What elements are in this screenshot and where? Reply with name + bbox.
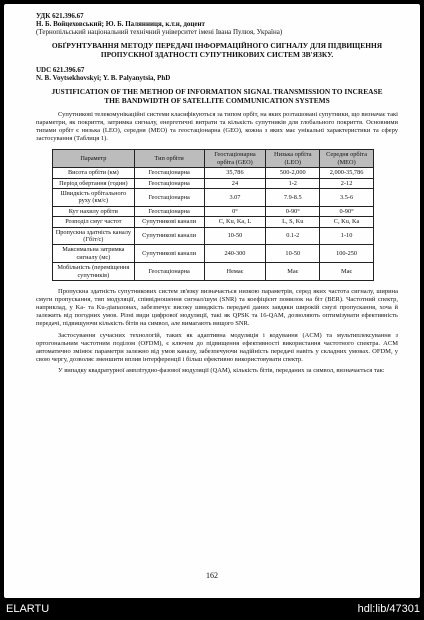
table-header-cell: Параметр: [53, 150, 135, 168]
table-cell: Має: [320, 263, 374, 281]
table-cell: Період обертання (годин): [53, 178, 135, 188]
table-cell: L, S, Ku: [266, 217, 320, 227]
authors-ua: Н. Б. Войцеховський; Ю. Б. Палянниця, к.т.н, доцент: [36, 20, 205, 28]
table-header-cell: Низька орбіта (LEO): [266, 150, 320, 168]
table-cell: Геостаціонарна: [134, 263, 204, 281]
table-row: [53, 206, 374, 216]
table-cell: Має: [266, 263, 320, 281]
document-page: [4, 4, 420, 598]
body-paragraph-bandwidth: Пропускна здатність супутникових систем зв'язку визначається низкою параметрів, серед яких частота сигналу, ширина смуги пропускання, тип модуляції, співвідношення сигнал/шум (SNR) та коефіцієнт помилок на біт (BER). Частотний спектр, наприклад, у Ka- та Ku-діапазонах, забезпечує високу швидкість передачі даних завдяки широкій смузі пропускання, хоча й залежить від погодних умов. Різні види цифрової модуляції, такі як QPSK та 16-QAM, дозволяють оптимізувати ефективність передачі, підвищуючи кількість бітів на символ, але вимагають вищого SNR.: [36, 288, 398, 328]
table-cell: 10-50: [266, 245, 320, 263]
table-cell: 100-250: [320, 245, 374, 263]
page-number: 162: [206, 571, 218, 580]
table-header-row: [53, 150, 374, 168]
table-cell: 1-10: [320, 227, 374, 245]
table-cell: 2,000-35,786: [320, 168, 374, 178]
table-cell: 3.5-6: [320, 189, 374, 207]
table-cell: 240-300: [204, 245, 266, 263]
table-header-cell: Геостаціонарна орбіта (GEO): [204, 150, 266, 168]
table-row: [53, 168, 374, 178]
authors-en: N. B. Voytsekhovskyi; Y. B. Palyanytsia, PhD: [36, 74, 171, 82]
table-row: [53, 178, 374, 188]
table-cell: Геостаціонарна: [134, 178, 204, 188]
table-row: [53, 227, 374, 245]
table-cell: Кут нахилу орбіти: [53, 206, 135, 216]
handle-label: hdl:lib/47301: [357, 603, 420, 615]
table-cell: Розподіл смуг частот: [53, 217, 135, 227]
table-row: [53, 245, 374, 263]
table-cell: 0°: [204, 206, 266, 216]
table-cell: Геостаціонарна: [134, 168, 204, 178]
table-cell: 500-2,000: [266, 168, 320, 178]
table-cell: 0-90°: [266, 206, 320, 216]
table-cell: 0.1-2: [266, 227, 320, 245]
table-row: [53, 217, 374, 227]
orbit-comparison-table: [52, 149, 374, 281]
table-cell: 10-50: [204, 227, 266, 245]
table-header-cell: Середня орбіта (MEO): [320, 150, 374, 168]
table-cell: Супутникові канали: [134, 245, 204, 263]
table-cell: C, Ku, Ka: [320, 217, 374, 227]
table-cell: Максимальна затримка сигналу (мс): [53, 245, 135, 263]
table-cell: Супутникові канали: [134, 217, 204, 227]
body-paragraph-qam: У випадку квадратурної амплітудно-фазової модуляції (QAM), кількість бітів, переданих за символ, визначається так:: [58, 366, 385, 374]
body-paragraph-acm-ofdm: Застосування сучасних технологій, таких як адаптивна модуляція і кодування (ACM) та мультиплексування з ортогональним частотним поділом (OFDM), є ключем до підвищення ефективності використання частотного спектра. ACM автоматично змінює параметри залежно від умов каналу, забезпечуючи надійність передачі навіть у складних умовах. OFDM, у свою чергу, дозволяє зменшити вплив інтерференції і більш ефективно використовувати спектр.: [36, 331, 398, 363]
table-cell: Мобільність (переміщення супутників): [53, 263, 135, 281]
table-cell: 3.07: [204, 189, 266, 207]
table-row: [53, 189, 374, 207]
table-cell: 24: [204, 178, 266, 188]
udc-ua: УДК 621.396.67: [36, 12, 84, 20]
table-cell: Супутникові канали: [134, 227, 204, 245]
table-cell: Немає: [204, 263, 266, 281]
table-cell: 2-12: [320, 178, 374, 188]
table-cell: Геостаціонарна: [134, 189, 204, 207]
table-cell: C, Ku, Ka, L: [204, 217, 266, 227]
table-cell: 7.9-8.5: [266, 189, 320, 207]
page-content: [36, 12, 398, 375]
table-cell: Висота орбіти (км): [53, 168, 135, 178]
title-en: JUSTIFICATION OF THE METHOD OF INFORMATION SIGNAL TRANSMISSION TO INCREASE THE BANDWIDTH OF SATELLITE COMMUNICATION SYSTEMS: [51, 87, 383, 105]
table-row: [53, 263, 374, 281]
table-cell: Геостаціонарна: [134, 206, 204, 216]
table-cell: 35,786: [204, 168, 266, 178]
viewer-footer-bar: [0, 599, 424, 620]
affiliation-ua: (Тернопільський національний технічний університет імені Івана Пулюя, Україна): [36, 28, 283, 36]
intro-paragraph: Супутникові телекомунікаційні системи класифікуються за типом орбіт, на яких розташовані супутники, що визначає такі параметри, як покриття, затримка сигналу, енергетичні витрати та кількість супутників для глобального покриття. Основними типами орбіт є низька (LEO), середня (MEO) та геостаціонарна (GEO), кожна з яких має унікальні характеристики та сферу застосування (Таблиця 1).: [36, 111, 398, 143]
udc-en: UDC 621.396.67: [36, 66, 85, 74]
table-cell: Пропускна здатність каналу (Гбіт/с): [53, 227, 135, 245]
title-ua: ОБҐРУНТУВАННЯ МЕТОДУ ПЕРЕДАЧІ ІНФОРМАЦІЙНОГО СИГНАЛУ ДЛЯ ПІДВИЩЕННЯ ПРОПУСКНОЇ ЗДАТНОСТІ СУПУТНИКОВИХ СИСТЕМ ЗВ'ЯЗКУ.: [51, 41, 383, 59]
table-header-cell: Тип орбіти: [134, 150, 204, 168]
table-cell: 1-2: [266, 178, 320, 188]
table-cell: Швидкість орбітального руху (км/с): [53, 189, 135, 207]
repository-label: ELARTU: [6, 603, 50, 615]
table-cell: 0-90°: [320, 206, 374, 216]
